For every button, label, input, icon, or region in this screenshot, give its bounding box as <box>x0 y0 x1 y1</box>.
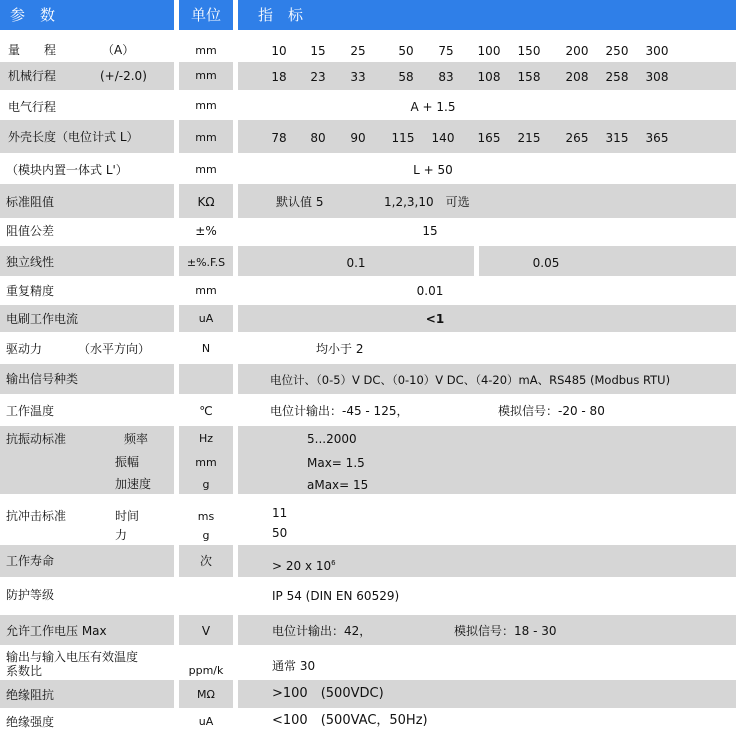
row-shock-value: 11 <box>272 506 288 520</box>
header-spec: 指 标 <box>238 0 736 30</box>
row-tempco-label: 输出与输入电压有效温度 <box>6 650 139 664</box>
row-resistance-label: 标准阻值 <box>6 195 55 209</box>
row-shell-value: 265 <box>565 131 589 145</box>
row-protection-label: 防护等级 <box>6 588 55 602</box>
row-tolerance-label: 阻值公差 <box>6 224 55 238</box>
row-vibration-unit: g <box>202 478 210 491</box>
row-range-label2: （A） <box>102 43 135 57</box>
row-insulation-r-unit: MΩ <box>197 688 215 701</box>
row-vibration-sub: 振幅 <box>115 455 140 469</box>
row-shock-unit: ms <box>197 510 215 523</box>
row-range-value: 75 <box>438 44 454 58</box>
row-shell-value: 365 <box>645 131 669 145</box>
row-elec-label: 电气行程 <box>8 100 57 114</box>
row-repeat-label: 重复精度 <box>6 284 55 298</box>
row-insulation-s-unit: uA <box>198 715 214 728</box>
row-resistance-value2: 1,2,3,10 可选 <box>384 195 470 209</box>
row-module-unit: mm <box>195 163 217 176</box>
row-mech-unit: mm <box>195 69 217 82</box>
row-mech-value: 83 <box>438 70 454 84</box>
row-shell-value: 80 <box>310 131 326 145</box>
row-shell-label: 外壳长度（电位计式 L） <box>8 130 139 144</box>
row-signal-label: 输出信号种类 <box>6 372 79 386</box>
row-voltage-value2: 模拟信号：18 - 30 <box>454 624 557 638</box>
row-mech-value: 208 <box>565 70 589 84</box>
row-force-value: 均小于 2 <box>316 342 364 356</box>
row-vibration-sub: 频率 <box>124 432 149 446</box>
row-temp-value1: 电位计输出：-45 - 125， <box>270 404 409 418</box>
row-brush-value: <1 <box>425 312 445 326</box>
row-shock-value: 50 <box>272 526 288 540</box>
row-temp-value2: 模拟信号：-20 - 80 <box>498 404 605 418</box>
row-mech-value: 258 <box>605 70 629 84</box>
row-tolerance-unit: ±% <box>195 224 217 238</box>
row-tempco-label2: 系数比 <box>6 664 43 678</box>
row-mech-label2: (+/-2.0) <box>100 69 147 83</box>
row-vibration-unit: Hz <box>198 432 214 445</box>
row-tempco-value: 通常 30 <box>272 659 316 673</box>
row-life-exponent: 6 <box>331 559 336 567</box>
row-range-label: 量 程 <box>8 43 57 57</box>
row-life-base: > 20 x 10 <box>272 559 332 573</box>
row-brush-unit: uA <box>198 312 214 325</box>
row-linearity-value1: 0.1 <box>346 256 366 270</box>
row-range-value: 200 <box>565 44 589 58</box>
row-resistance-unit: KΩ <box>197 195 215 209</box>
row-life-label: 工作寿命 <box>6 554 55 568</box>
row-resistance-value1: 默认值 5 <box>276 195 324 209</box>
row-linearity-label: 独立线性 <box>6 255 55 269</box>
row-signal-value: 电位计、（0-5）V DC、（0-10）V DC、（4-20）mA、RS485 (Modbus RTU) <box>270 373 671 387</box>
row-vibration-sub: 加速度 <box>115 477 152 491</box>
row-shell-value: 315 <box>605 131 629 145</box>
row-shock-sub: 时间 <box>115 509 140 523</box>
row-voltage-label: 允许工作电压 Max <box>6 624 107 638</box>
row-shock-unit: g <box>202 529 210 542</box>
row-vibration-value: Max= 1.5 <box>307 456 365 470</box>
row-range-value: 150 <box>517 44 541 58</box>
row-range-value: 100 <box>477 44 501 58</box>
row-shell-unit: mm <box>195 131 217 144</box>
row-insulation-r-value: >100 (500VDC) <box>272 686 384 701</box>
row-range-unit: mm <box>195 44 217 57</box>
row-shell-value: 78 <box>271 131 287 145</box>
row-vibration-unit: mm <box>195 456 217 469</box>
row-insulation-s-value: <100 (500VAC，50Hz) <box>272 713 428 728</box>
row-linearity-unit: ±%.F.S <box>186 256 226 269</box>
row-force-label2: （水平方向） <box>78 342 151 356</box>
row-temp-unit: ℃ <box>199 404 213 418</box>
row-mech-value: 23 <box>310 70 326 84</box>
row-voltage-unit: V <box>201 624 211 638</box>
row-range-value: 50 <box>398 44 414 58</box>
row-life-value <box>272 556 336 573</box>
row-repeat-unit: mm <box>195 284 217 297</box>
row-range-value: 10 <box>271 44 287 58</box>
header-param: 参 数 <box>0 0 174 30</box>
row-tolerance-value: 15 <box>422 224 438 238</box>
row-shock-label: 抗冲击标准 <box>6 509 67 523</box>
row-shell-value: 140 <box>431 131 455 145</box>
row-mech-value: 308 <box>645 70 669 84</box>
row-force-unit: N <box>201 342 211 355</box>
row-mech-value: 158 <box>517 70 541 84</box>
header-unit: 单位 <box>179 0 233 30</box>
row-module-value: L + 50 <box>413 163 453 177</box>
row-shell-value: 215 <box>517 131 541 145</box>
row-life-unit: 次 <box>199 554 212 568</box>
row-tempco-unit: ppm/k <box>188 664 224 677</box>
row-vibration-label: 抗振动标准 <box>6 432 67 446</box>
row-shock-sub: 力 <box>115 528 128 542</box>
row-brush-label: 电刷工作电流 <box>6 312 79 326</box>
row-repeat-value: 0.01 <box>416 284 444 298</box>
row-voltage-value1: 电位计输出：42， <box>272 624 372 638</box>
row-mech-label: 机械行程 <box>8 69 57 83</box>
row-insulation-s-label: 绝缘强度 <box>6 715 55 729</box>
row-linearity-value2: 0.05 <box>532 256 560 270</box>
row-shell-value: 90 <box>350 131 366 145</box>
row-module-label: （模块内置一体式 L'） <box>6 163 128 177</box>
row-mech-value: 58 <box>398 70 414 84</box>
row-vibration-value: aMax= 15 <box>307 478 369 492</box>
row-temp-label: 工作温度 <box>6 404 55 418</box>
row-shell-value: 165 <box>477 131 501 145</box>
row-elec-value: A + 1.5 <box>410 100 456 114</box>
row-insulation-r-label: 绝缘阻抗 <box>6 688 55 702</box>
row-range-value: 250 <box>605 44 629 58</box>
row-mech-value: 18 <box>271 70 287 84</box>
row-mech-value: 33 <box>350 70 366 84</box>
row-elec-unit: mm <box>195 99 217 112</box>
row-protection-value: IP 54 (DIN EN 60529) <box>272 589 400 603</box>
row-force-label: 驱动力 <box>6 342 43 356</box>
row-range-value: 15 <box>310 44 326 58</box>
row-range-value: 300 <box>645 44 669 58</box>
row-mech-value: 108 <box>477 70 501 84</box>
row-range-value: 25 <box>350 44 366 58</box>
row-shell-value: 115 <box>391 131 415 145</box>
row-vibration-value: 5...2000 <box>307 432 357 446</box>
